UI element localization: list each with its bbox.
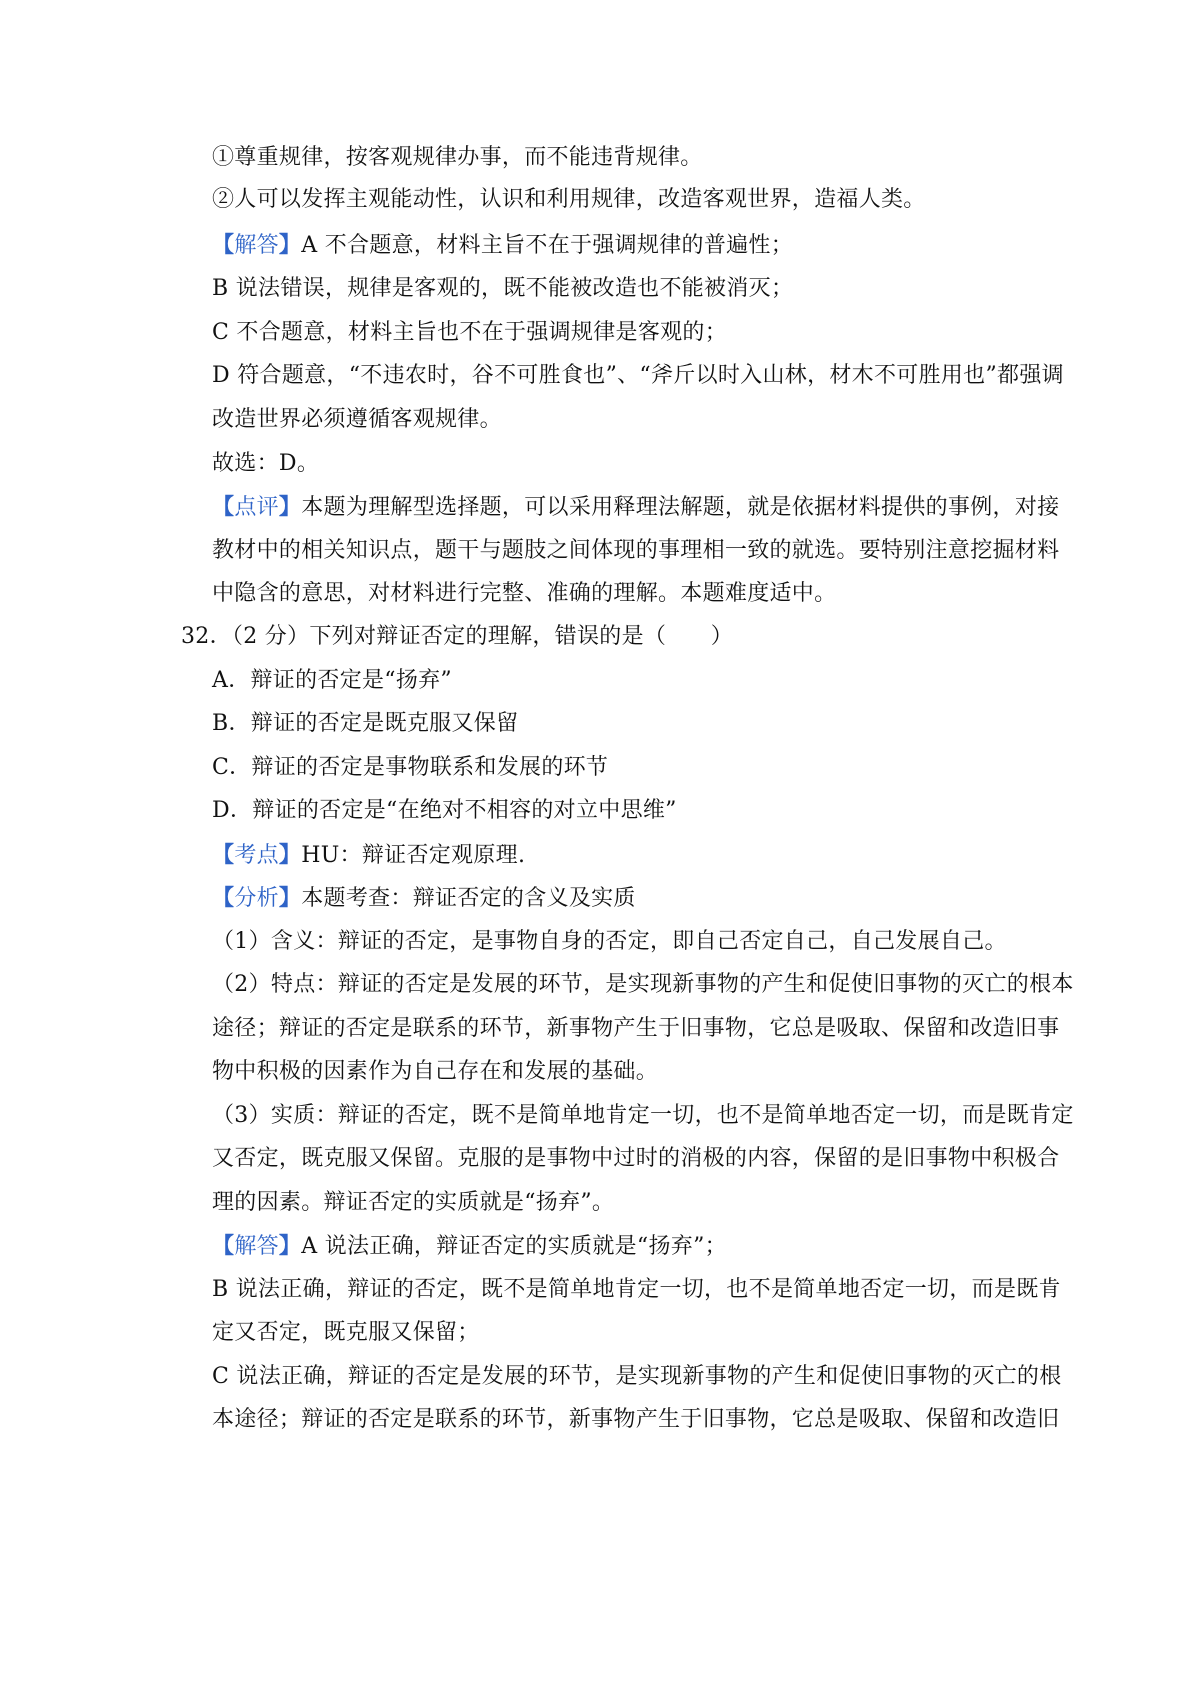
analysis-intro: 本题考查：辩证否定的含义及实质 <box>301 886 636 911</box>
answer-line-b: B 说法错误，规律是客观的，既不能被改造也不能被消灭； <box>212 276 794 301</box>
analysis-tag: 【分析】 <box>212 885 302 911</box>
answer-line-a <box>212 230 1032 261</box>
kaodian-text: HU：辩证否定观原理. <box>301 843 526 868</box>
analysis-meaning: （1）含义：辩证的否定，是事物自身的否定，即自己否定自己，自己发展自己。 <box>212 929 1007 954</box>
analysis-essence-2: 又否定，既克服又保留。克服的是事物中过时的消极的内容，保留的是旧事物中积极合 <box>212 1146 1060 1171</box>
answer-line-d-cont: 改造世界必须遵循客观规律。 <box>212 407 502 432</box>
answer-choice: 故选：D。 <box>212 451 320 476</box>
analysis-feature-1: （2）特点：辩证的否定是发展的环节，是实现新事物的产生和促使旧事物的灭亡的根本 <box>212 972 1074 997</box>
kaodian-tag: 【考点】 <box>212 842 302 868</box>
answer-line-d: D 符合题意，“不违农时，谷不可胜食也”、“斧斤以时入山林，材木不可胜用也”都强调 <box>212 363 1064 388</box>
analysis-line <box>212 883 1032 914</box>
principle-1: ①尊重规律，按客观规律办事，而不能违背规律。 <box>212 145 703 170</box>
option-d: D．辩证的否定是“在绝对不相容的对立中思维” <box>212 798 677 823</box>
q32-answer-line-a <box>212 1231 1032 1262</box>
answer-tag: 【解答】 <box>212 232 302 258</box>
comment-line-1 <box>212 492 1060 523</box>
comment-text: 本题为理解型选择题，可以采用释理法解题，就是依据材料提供的事例，对接 <box>301 495 1060 520</box>
q32-answer-b-2: 定又否定，既克服又保留； <box>212 1320 480 1345</box>
option-c: C．辩证的否定是事物联系和发展的环节 <box>212 755 609 780</box>
q32-answer-c-1: C 说法正确，辩证的否定是发展的环节，是实现新事物的产生和促使旧事物的灭亡的根 <box>212 1364 1062 1389</box>
q32-answer-tag: 【解答】 <box>212 1233 302 1259</box>
option-a: A．辩证的否定是“扬弃” <box>212 668 452 693</box>
principle-2: ②人可以发挥主观能动性，认识和利用规律，改造客观世界，造福人类。 <box>212 187 926 212</box>
analysis-feature-2: 途径；辩证的否定是联系的环节，新事物产生于旧事物，它总是吸取、保留和改造旧事 <box>212 1016 1060 1041</box>
q32-answer-c-2: 本途径；辩证的否定是联系的环节，新事物产生于旧事物，它总是吸取、保留和改造旧 <box>212 1407 1060 1432</box>
analysis-essence-1: （3）实质：辩证的否定，既不是简单地肯定一切，也不是简单地否定一切，而是既肯定 <box>212 1103 1074 1128</box>
analysis-essence-3: 理的因素。辩证否定的实质就是“扬弃”。 <box>212 1190 615 1215</box>
answer-text: A 不合题意，材料主旨不在于强调规律的普遍性； <box>301 233 794 258</box>
q32-answer-first: A 说法正确，辩证否定的实质就是“扬弃”； <box>301 1234 727 1259</box>
comment-line-3: 中隐含的意思，对材料进行完整、准确的理解。本题难度适中。 <box>212 581 837 606</box>
option-b: B．辩证的否定是既克服又保留 <box>212 711 519 736</box>
q32-answer-b-1: B 说法正确，辩证的否定，既不是简单地肯定一切，也不是简单地否定一切，而是既肯 <box>212 1277 1061 1302</box>
question-32-stem: 32．（2 分）下列对辩证否定的理解，错误的是（ ） <box>181 624 734 649</box>
kaodian-line <box>212 840 1032 871</box>
analysis-feature-3: 物中积极的因素作为自己存在和发展的基础。 <box>212 1059 659 1084</box>
comment-tag: 【点评】 <box>212 494 302 520</box>
comment-line-2: 教材中的相关知识点，题干与题肢之间体现的事理相一致的就选。要特别注意挖掘材料 <box>212 538 1060 563</box>
answer-line-c: C 不合题意，材料主旨也不在于强调规律是客观的； <box>212 320 728 345</box>
